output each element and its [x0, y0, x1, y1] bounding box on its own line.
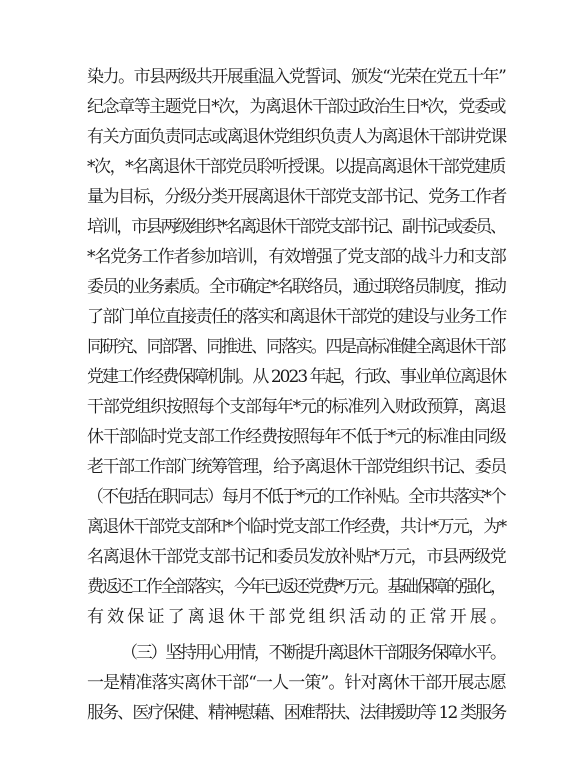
text-line: 一是精准落实离休干部“一人一策”。针对离休干部开展志愿: [87, 673, 506, 693]
text-line: 名离退休干部党支部书记和委员发放补贴*万元，市县两级党: [87, 547, 506, 567]
text-line: 离退休干部党支部和*个临时党支部工作经费，共计*万元，为*: [87, 517, 506, 537]
text-line: 休干部临时党支部工作经费按照每年不低于*元的标准由同级: [87, 427, 506, 447]
text-line: 干部党组织按照每个支部每年*元的标准列入财政预算，离退: [87, 397, 506, 417]
section-heading-line: （三）坚持用心用情，不断提升离退休干部服务保障水平。: [121, 643, 505, 663]
text-line: *名党务工作者参加培训，有效增强了党支部的战斗力和支部: [87, 247, 506, 267]
text-line: 有效保证了离退休干部党组织活动的正常开展。: [87, 607, 511, 627]
text-line: 同研究、同部署、同推进、同落实。四是高标准健全离退休干部: [87, 337, 505, 357]
text-line: *次，*名离退休干部党员聆听授课。以提高离退休干部党建质: [87, 157, 505, 177]
text-line: 老干部工作部门统筹管理，给予离退休干部党组织书记、委员: [87, 457, 506, 477]
text-line: 量为目标，分级分类开展离退休干部党支部书记、党务工作者: [87, 187, 506, 207]
text-line: 委员的业务素质。全市确定*名联络员，通过联络员制度，推动: [87, 277, 506, 297]
text-line: 党建工作经费保障机制。从 2023 年起，行政、事业单位离退休: [87, 367, 506, 387]
text-line: 染力。市县两级共开展重温入党誓词、颁发“光荣在党五十年”: [87, 67, 506, 87]
text-line: （不包括在职同志）每月不低于*元的工作补贴。全市共落实*个: [87, 487, 505, 507]
text-line: 了部门单位直接责任的落实和离退休干部党的建设与业务工作: [87, 307, 506, 327]
text-line: 服务、医疗保健、精神慰藉、困难帮扶、法律援助等 12 类服务: [87, 703, 506, 723]
text-line: 有关方面负责同志或离退休党组织负责人为离退休干部讲党课: [87, 127, 506, 147]
text-line: 培训，市县两级组织*名离退休干部党支部书记、副书记或委员、: [87, 217, 505, 237]
text-line: 纪念章等主题党日*次，为离退休干部过政治生日*次，党委或: [87, 97, 505, 117]
text-line: 费返还工作全部落实，今年已返还党费*万元。基础保障的强化，: [87, 577, 505, 597]
